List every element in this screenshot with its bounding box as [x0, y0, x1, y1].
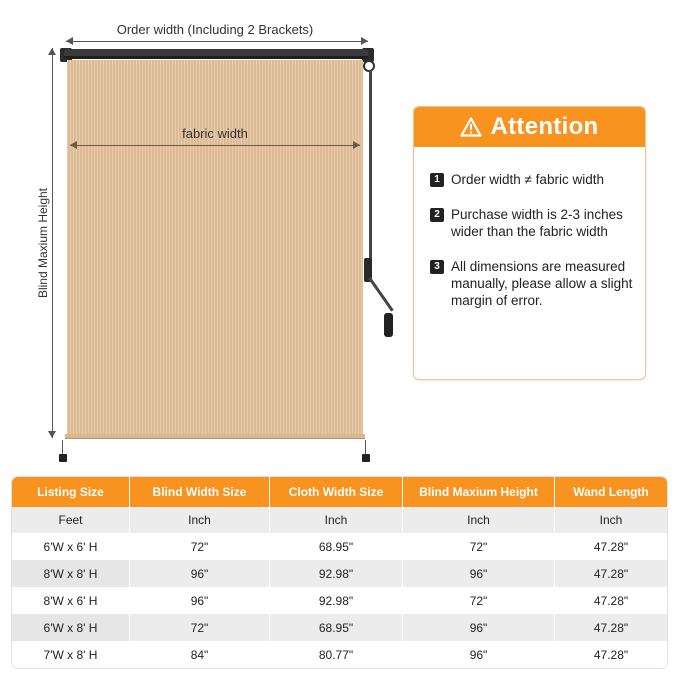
- table-cell: 47.28": [555, 641, 667, 668]
- table-cell: 47.28": [555, 560, 667, 587]
- table-cell: 72": [403, 587, 555, 614]
- number-badge: 3: [430, 260, 444, 274]
- attention-list: [414, 147, 645, 309]
- bottom-rail: [65, 434, 365, 439]
- table-row: [12, 587, 667, 614]
- attention-item-text: Purchase width is 2-3 inches wider than the fabric width: [451, 207, 623, 239]
- table-cell: 6'W x 8' H: [12, 614, 130, 641]
- roller-tube: [64, 49, 368, 59]
- table-cell: 72": [130, 614, 270, 641]
- table-cell: Inch: [555, 507, 667, 533]
- table-cell: 47.28": [555, 587, 667, 614]
- crank-rod: [369, 70, 372, 260]
- attention-item: [430, 171, 635, 188]
- table-row: [12, 614, 667, 641]
- table-cell: 8'W x 8' H: [12, 560, 130, 587]
- table-cell: 47.28": [555, 533, 667, 560]
- table-cell: 96": [403, 614, 555, 641]
- size-table: [12, 477, 667, 668]
- attention-item: [430, 258, 635, 309]
- header-blind-width: Blind Width Size: [130, 477, 270, 507]
- table-cell: Feet: [12, 507, 130, 533]
- table-row: [12, 560, 667, 587]
- table-cell: 72": [130, 533, 270, 560]
- crank-arm: [368, 277, 393, 311]
- header-wand-length: Wand Length: [555, 477, 667, 507]
- header-blind-height: Blind Maxium Height: [403, 477, 555, 507]
- table-cell: 68.95": [270, 533, 403, 560]
- table-cell: Inch: [130, 507, 270, 533]
- table-cell: 96": [130, 587, 270, 614]
- warning-triangle-icon: [460, 117, 482, 137]
- table-units-row: [12, 507, 667, 533]
- table-cell: Inch: [403, 507, 555, 533]
- fabric-width-arrow: [70, 145, 360, 146]
- attention-card: [413, 106, 646, 380]
- table-cell: 84": [130, 641, 270, 668]
- table-row: [12, 533, 667, 560]
- attention-title: Attention: [490, 113, 599, 140]
- number-badge: 2: [430, 208, 444, 222]
- table-cell: 96": [403, 641, 555, 668]
- crank-grip: [384, 313, 393, 337]
- height-label: Blind Maxium Height: [36, 187, 50, 299]
- attention-item-text: All dimensions are measured manually, please allow a slight margin of error.: [451, 259, 633, 308]
- height-arrow: [52, 48, 53, 438]
- table-cell: 6'W x 6' H: [12, 533, 130, 560]
- table-cell: 96": [130, 560, 270, 587]
- number-badge: 1: [430, 173, 444, 187]
- order-width-arrow: [66, 41, 368, 42]
- blind-diagram: [0, 0, 400, 470]
- table-header-row: [12, 477, 667, 507]
- header-cloth-width: Cloth Width Size: [270, 477, 403, 507]
- table-cell: 96": [403, 560, 555, 587]
- table-cell: 68.95": [270, 614, 403, 641]
- table-cell: 92.98": [270, 560, 403, 587]
- table-cell: 92.98": [270, 587, 403, 614]
- table-cell: 8'W x 6' H: [12, 587, 130, 614]
- attention-item-text: Order width ≠ fabric width: [451, 172, 604, 187]
- table-row: [12, 641, 667, 668]
- table-cell: Inch: [270, 507, 403, 533]
- table-cell: 47.28": [555, 614, 667, 641]
- table-cell: 80.77": [270, 641, 403, 668]
- table-cell: 7'W x 8' H: [12, 641, 130, 668]
- attention-item: [430, 206, 635, 240]
- shade-fabric: [67, 60, 363, 437]
- table-cell: 72": [403, 533, 555, 560]
- right-anchor: [363, 440, 369, 462]
- fabric-width-label: fabric width: [182, 126, 248, 141]
- header-listing-size: Listing Size: [12, 477, 130, 507]
- attention-header: [414, 107, 645, 147]
- left-anchor: [60, 440, 66, 462]
- order-width-label: Order width (Including 2 Brackets): [116, 22, 314, 37]
